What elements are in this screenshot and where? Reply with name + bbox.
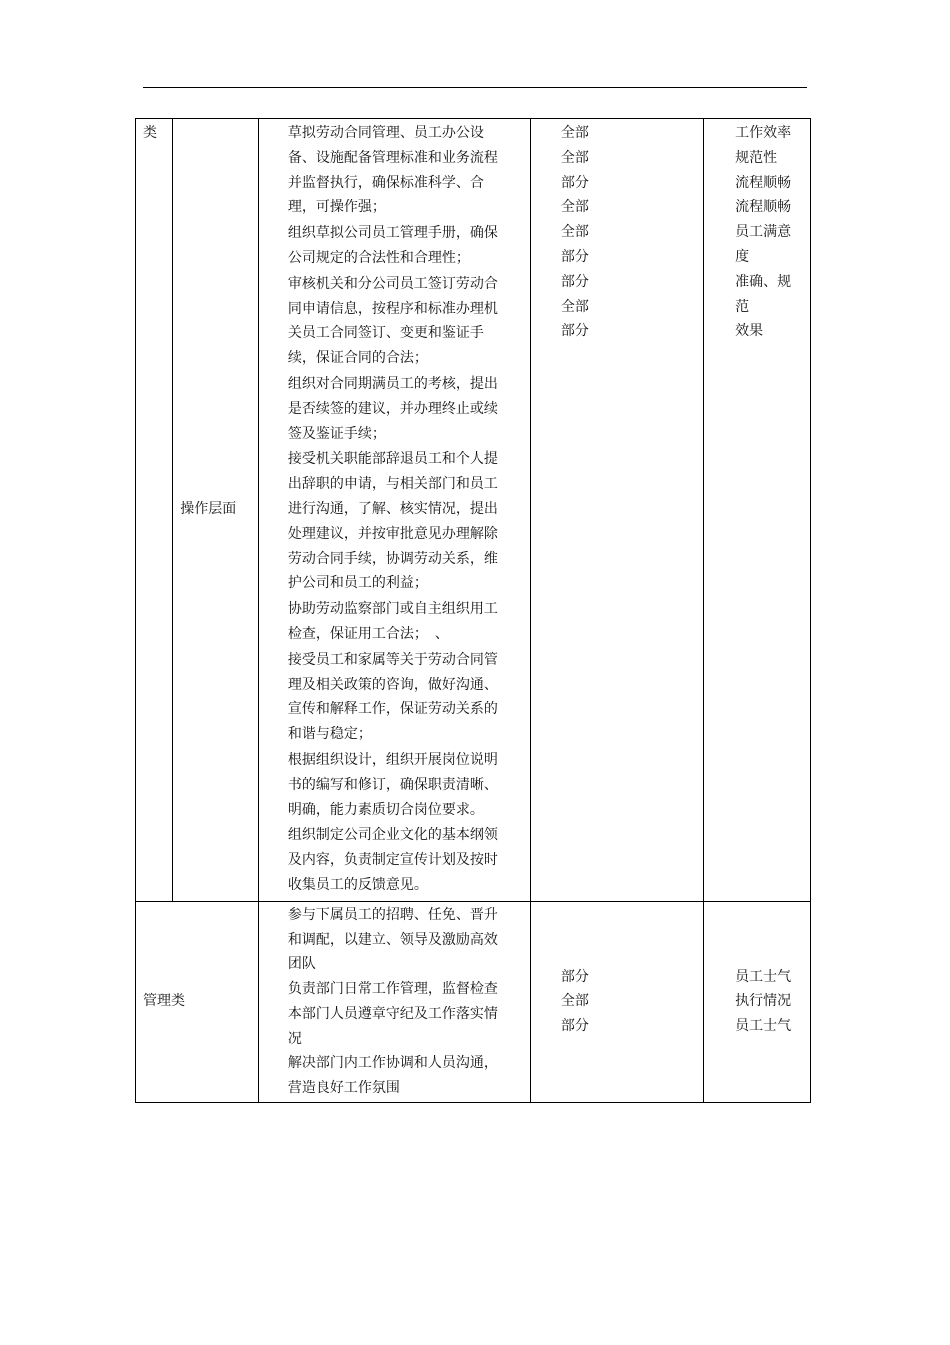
duty-item: 组织草拟公司员工管理手册，确保公司规定的合法性和合理性；: [287, 225, 498, 266]
scope-item: 部分: [560, 273, 589, 290]
metric-item: 效果: [735, 323, 764, 340]
metric-item: 执行情况: [735, 993, 792, 1010]
management-duties-cell: [258, 901, 530, 1102]
duty-item: 组织对合同期满员工的考核，提出是否续签的建议，并办理终止或续签及鉴证手续；: [287, 375, 498, 442]
scope-item: 部分: [560, 174, 589, 191]
duty-item: 接受机关职能部辞退员工和个人提出辞职的申请，与相关部门和员工进行沟通，了解、核实情况，提出处理建议，并按审批意见办理解除劳动合同手续，协调劳动关系，维护公司和员工的利益；: [287, 451, 498, 592]
duty-item: 草拟劳动合同管理、员工办公设备、设施配备管理标准和业务流程并监督执行，确保标准科学、合理，可操作强；: [287, 125, 498, 216]
metric-item: 规范性: [735, 149, 778, 166]
management-scope-cell: [530, 901, 703, 1102]
management-category-label: 管理类: [143, 993, 185, 1010]
management-metric-cell: [704, 901, 811, 1102]
duties-cell: [258, 119, 530, 902]
duty-item: 组织制定公司企业文化的基本纲领及内容，负责制定宣传计划及按时收集员工的反馈意见。: [287, 827, 498, 893]
duty-table: [135, 118, 811, 1103]
management-row: [136, 901, 811, 1102]
scope-item: 部分: [560, 248, 589, 265]
duty-item: 参与下属员工的招聘、任免、晋升和调配，以建立、领导及激励高效团队: [287, 906, 498, 973]
header-rule: [143, 87, 807, 88]
metric-cell: [704, 119, 811, 902]
category-cell: [136, 119, 173, 902]
scope-item: 全部: [560, 199, 589, 216]
scope-item: 部分: [560, 323, 589, 340]
metric-item: 准确、规范: [735, 273, 792, 315]
duty-item: 负责部门日常工作管理，监督检查本部门人员遵章守纪及工作落实情况: [287, 981, 498, 1047]
duty-item: 接受员工和家属等关于劳动合同管理及相关政策的咨询，做好沟通、宣传和解释工作，保证劳动关系的和谐与稳定；: [287, 651, 498, 743]
metric-item: 流程顺畅: [735, 199, 792, 216]
scope-item: 全部: [560, 993, 589, 1010]
scope-item: 部分: [560, 1018, 589, 1035]
duty-item: 根据组织设计，组织开展岗位说明书的编写和修订，确保职责清晰、明确，能力素质切合岗位要求。: [287, 751, 498, 818]
category-label: 类: [143, 125, 157, 141]
layer-cell: [173, 119, 259, 902]
scope-item: 部分: [560, 968, 589, 985]
metric-item: 员工士气: [735, 1018, 792, 1035]
scope-item: 全部: [560, 125, 589, 141]
scope-cell: [530, 119, 703, 902]
metric-item: 工作效率: [735, 125, 792, 141]
management-category-cell: [136, 901, 259, 1102]
duty-item: 协助劳动监察部门或自主组织用工检查，保证用工合法； 、: [287, 601, 498, 642]
operation-row: [136, 119, 811, 902]
scope-item: 全部: [560, 149, 589, 166]
metric-item: 员工满意度: [735, 224, 792, 265]
metric-item: 员工士气: [735, 968, 792, 985]
duty-item: 解决部门内工作协调和人员沟通，营造良好工作氛围: [287, 1055, 498, 1097]
layer-label: 操作层面: [180, 501, 237, 518]
metric-item: 流程顺畅: [735, 174, 792, 191]
scope-item: 全部: [560, 298, 589, 315]
duty-item: 审核机关和分公司员工签订劳动合同申请信息，按程序和标准办理机关员工合同签订、变更和鉴证手续，保证合同的合法；: [287, 275, 498, 367]
scope-item: 全部: [560, 224, 589, 241]
